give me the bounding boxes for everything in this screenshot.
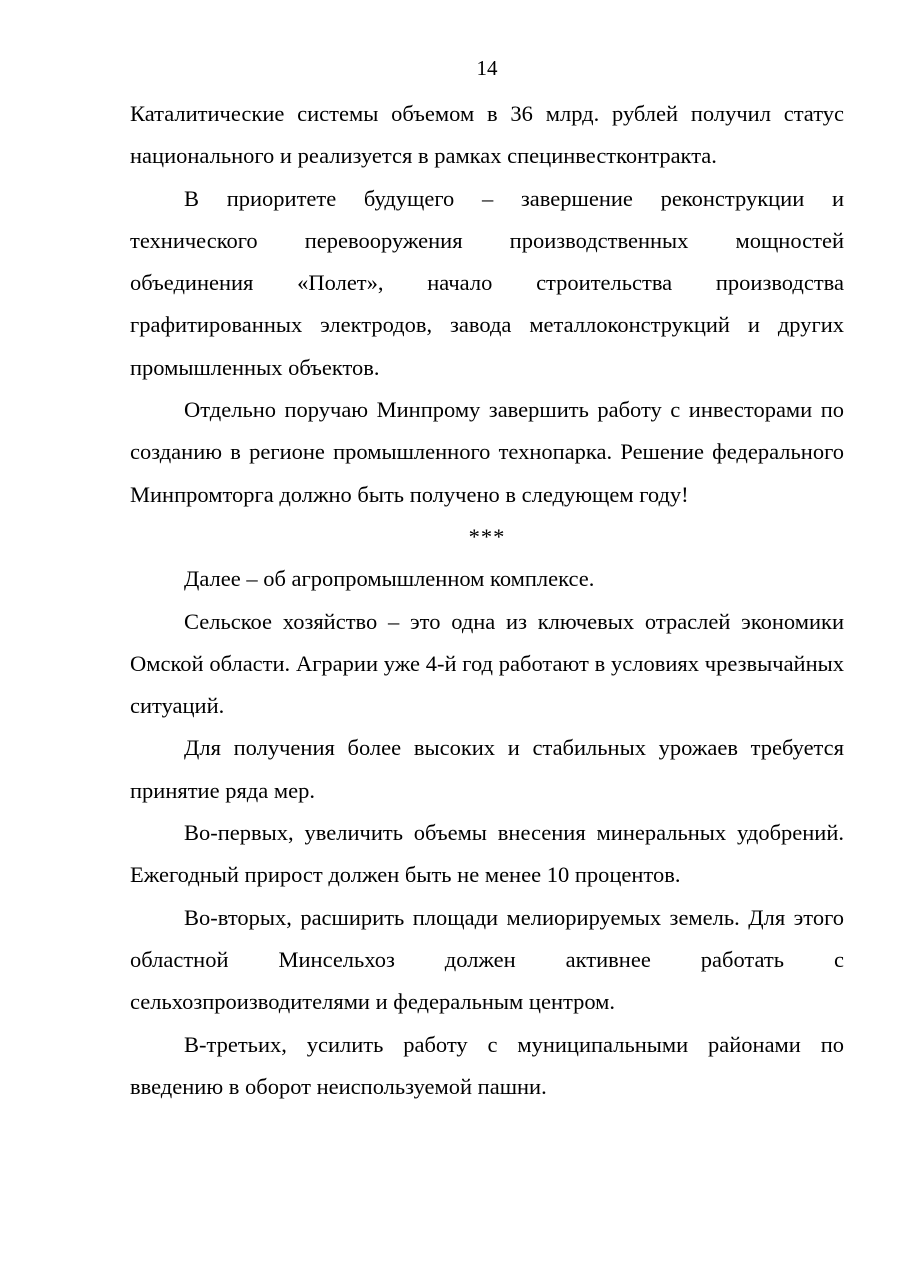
- section-separator: ***: [468, 523, 506, 549]
- paragraph-future-priorities: В приоритете будущего – завершение реконструкции и технического перевооружения производственных мощностей объединения «Полет», начало строительства производства графитированных электродов, завода металлоконструкций и других промышленных объектов.: [130, 185, 844, 380]
- paragraph-agriculture: Сельское хозяйство – это одна из ключевых отраслей экономики Омской области. Аграрии уже 4-й год работают в условиях чрезвычайных ситуаций.: [130, 608, 844, 719]
- paragraph-first-measure: Во-первых, увеличить объемы внесения минеральных удобрений. Ежегодный прирост должен быть не менее 10 процентов.: [130, 820, 844, 888]
- document-body: [130, 93, 844, 1108]
- paragraph-agro-intro: Далее – об агропромышленном комплексе.: [184, 566, 595, 592]
- paragraph-second-measure: Во-вторых, расширить площади мелиорируемых земель. Для этого областной Минсельхоз должен активнее работать с сельхозпроизводителями и федеральным центром.: [130, 904, 844, 1015]
- paragraph-measures: Для получения более высоких и стабильных урожаев требуется принятие ряда мер.: [130, 735, 844, 803]
- paragraph-catalytic-systems: Каталитические системы объемом в 36 млрд. рублей получил статус национального и реализуется в рамках специнвестконтракта.: [130, 101, 844, 169]
- paragraph-third-measure: В-третьих, усилить работу с муниципальными районами по введению в оборот неиспользуемой пашни.: [130, 1031, 844, 1099]
- page-number: 14: [476, 56, 498, 80]
- paragraph-technopark: Отдельно поручаю Минпрому завершить работу с инвесторами по созданию в регионе промышленного технопарка. Решение федерального Минпромторга должно быть получено в следующем году!: [130, 397, 844, 507]
